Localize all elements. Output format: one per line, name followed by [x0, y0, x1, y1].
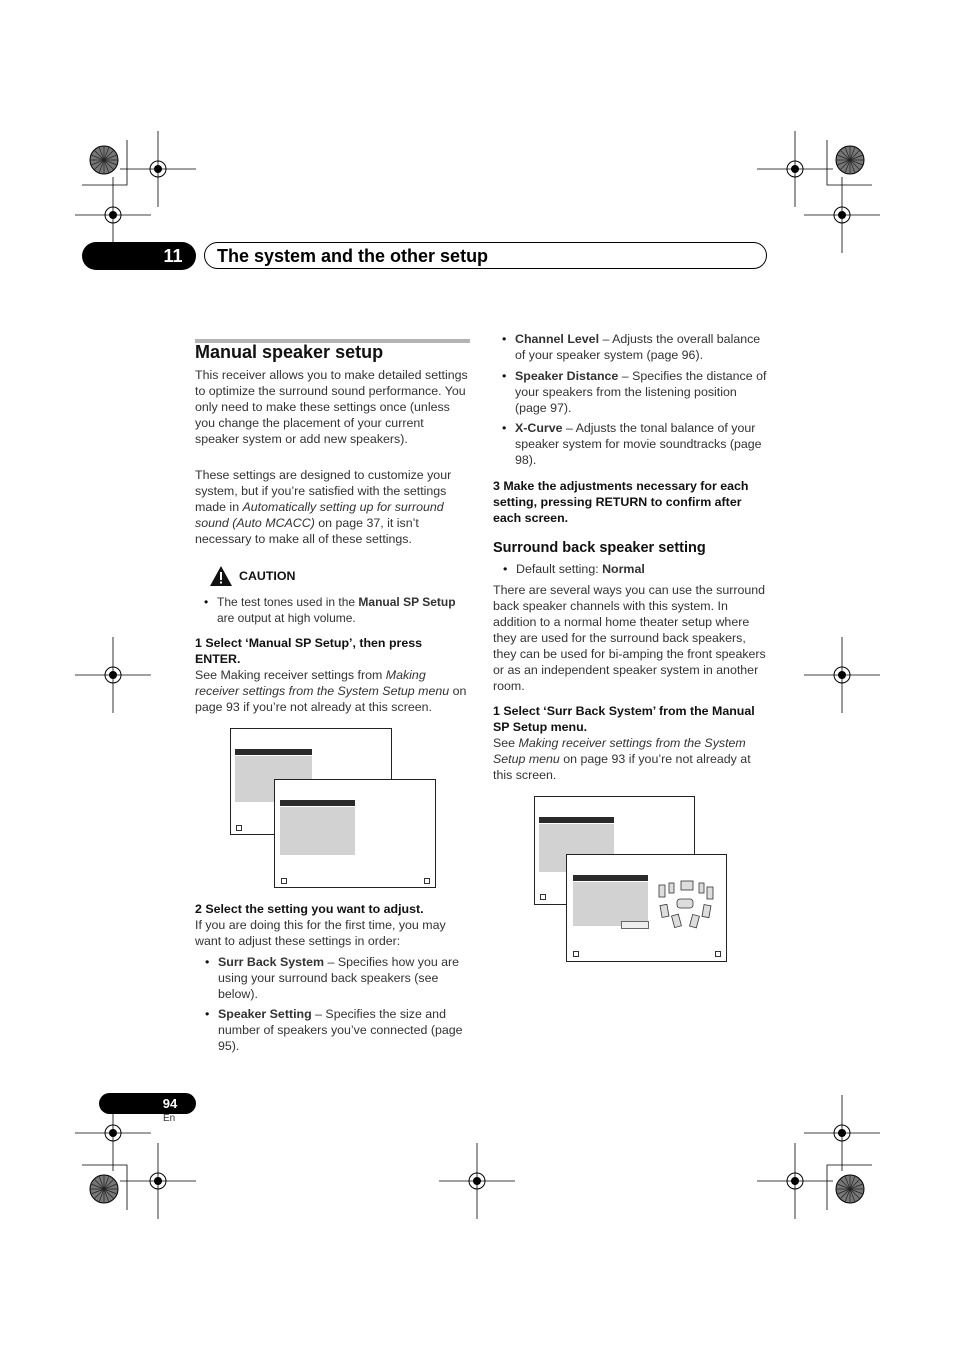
back-icon: [236, 825, 242, 831]
top-left-marks: [75, 131, 196, 253]
enter-icon: [715, 951, 721, 957]
step-1-heading: 1 Select ‘Manual SP Setup’, then press ENTER.: [195, 636, 423, 666]
surround-back-paragraph: There are several ways you can use the surround back speaker channels with this system. In addition to a normal home theater setup where they are used for the surround back speakers, they can be used for bi-amping the front speakers or as an independent speaker system in another room.: [493, 583, 766, 693]
list-item: • X-Curve – Adjusts the tonal balance of your speaker system for movie soundtracks (page 98).: [515, 420, 767, 468]
list-item: • Surr Back System – Specifies how you are using your surround back speakers (see below).: [218, 954, 470, 1002]
chapter-title: The system and the other setup: [217, 246, 489, 266]
caution-bullet: • The test tones used in the Manual SP Setup are output at high volume.: [217, 594, 472, 626]
list-item: • Speaker Setting – Specifies the size and number of speakers you’ve connected (page 95).: [218, 1006, 470, 1054]
bottom-right-marks: [757, 1095, 880, 1219]
step-2-text: If you are doing this for the first time, you may want to adjust these settings in order:: [195, 918, 446, 948]
back-icon: [281, 878, 287, 884]
intro-paragraph-2: These settings are designed to customize your system, but if you’re satisfied with the settings made in Automatically setting up for surround sound (Auto MCACC) on page 37, it isn’t necessary to make all of these settings.: [195, 468, 452, 546]
caution-icon: [209, 565, 233, 587]
menu-screen-front: [274, 779, 436, 888]
step-1-text-right: See Making receiver settings from the System Setup menu on page 93 if you’re not already at this screen.: [493, 736, 751, 782]
default-setting: • Default setting: Normal: [516, 561, 766, 577]
list-item: • Channel Level – Adjusts the overall balance of your speaker system (page 96).: [515, 331, 767, 363]
surr-back-screen: [566, 854, 727, 962]
list-item: • Speaker Distance – Specifies the distance of your speakers from the listening position (page 97).: [515, 368, 767, 416]
step-1-text: See Making receiver settings from Making receiver settings from the System Setup menu on page 93 if you’re not already at this screen.: [195, 668, 467, 714]
intro-paragraph-1: This receiver allows you to make detailed settings to optimize the surround sound performance. You only need to make these settings once (unless you change the placement of your current speaker system or add new speakers).: [195, 368, 468, 446]
top-right-marks: [757, 131, 880, 253]
subsection-title: Surround back speaker setting: [493, 540, 706, 556]
back-icon: [540, 894, 546, 900]
speaker-layout-icon: [655, 877, 717, 937]
step-3-heading: 3 Make the adjustments necessary for each setting, pressing RETURN to confirm after each screen.: [493, 479, 749, 525]
option-box: [621, 921, 649, 929]
page-number: 94: [162, 1096, 178, 1111]
page-language: En: [163, 1113, 176, 1124]
caution-label: CAUTION: [239, 569, 296, 583]
section-title: Manual speaker setup: [195, 342, 384, 362]
enter-icon: [424, 878, 430, 884]
step-1-heading-right: 1 Select ‘Surr Back System’ from the Manual SP Setup menu.: [493, 704, 755, 734]
chapter-number: 11: [163, 246, 183, 266]
step-2-heading: 2 Select the setting you want to adjust.: [195, 902, 424, 916]
back-icon: [573, 951, 579, 957]
